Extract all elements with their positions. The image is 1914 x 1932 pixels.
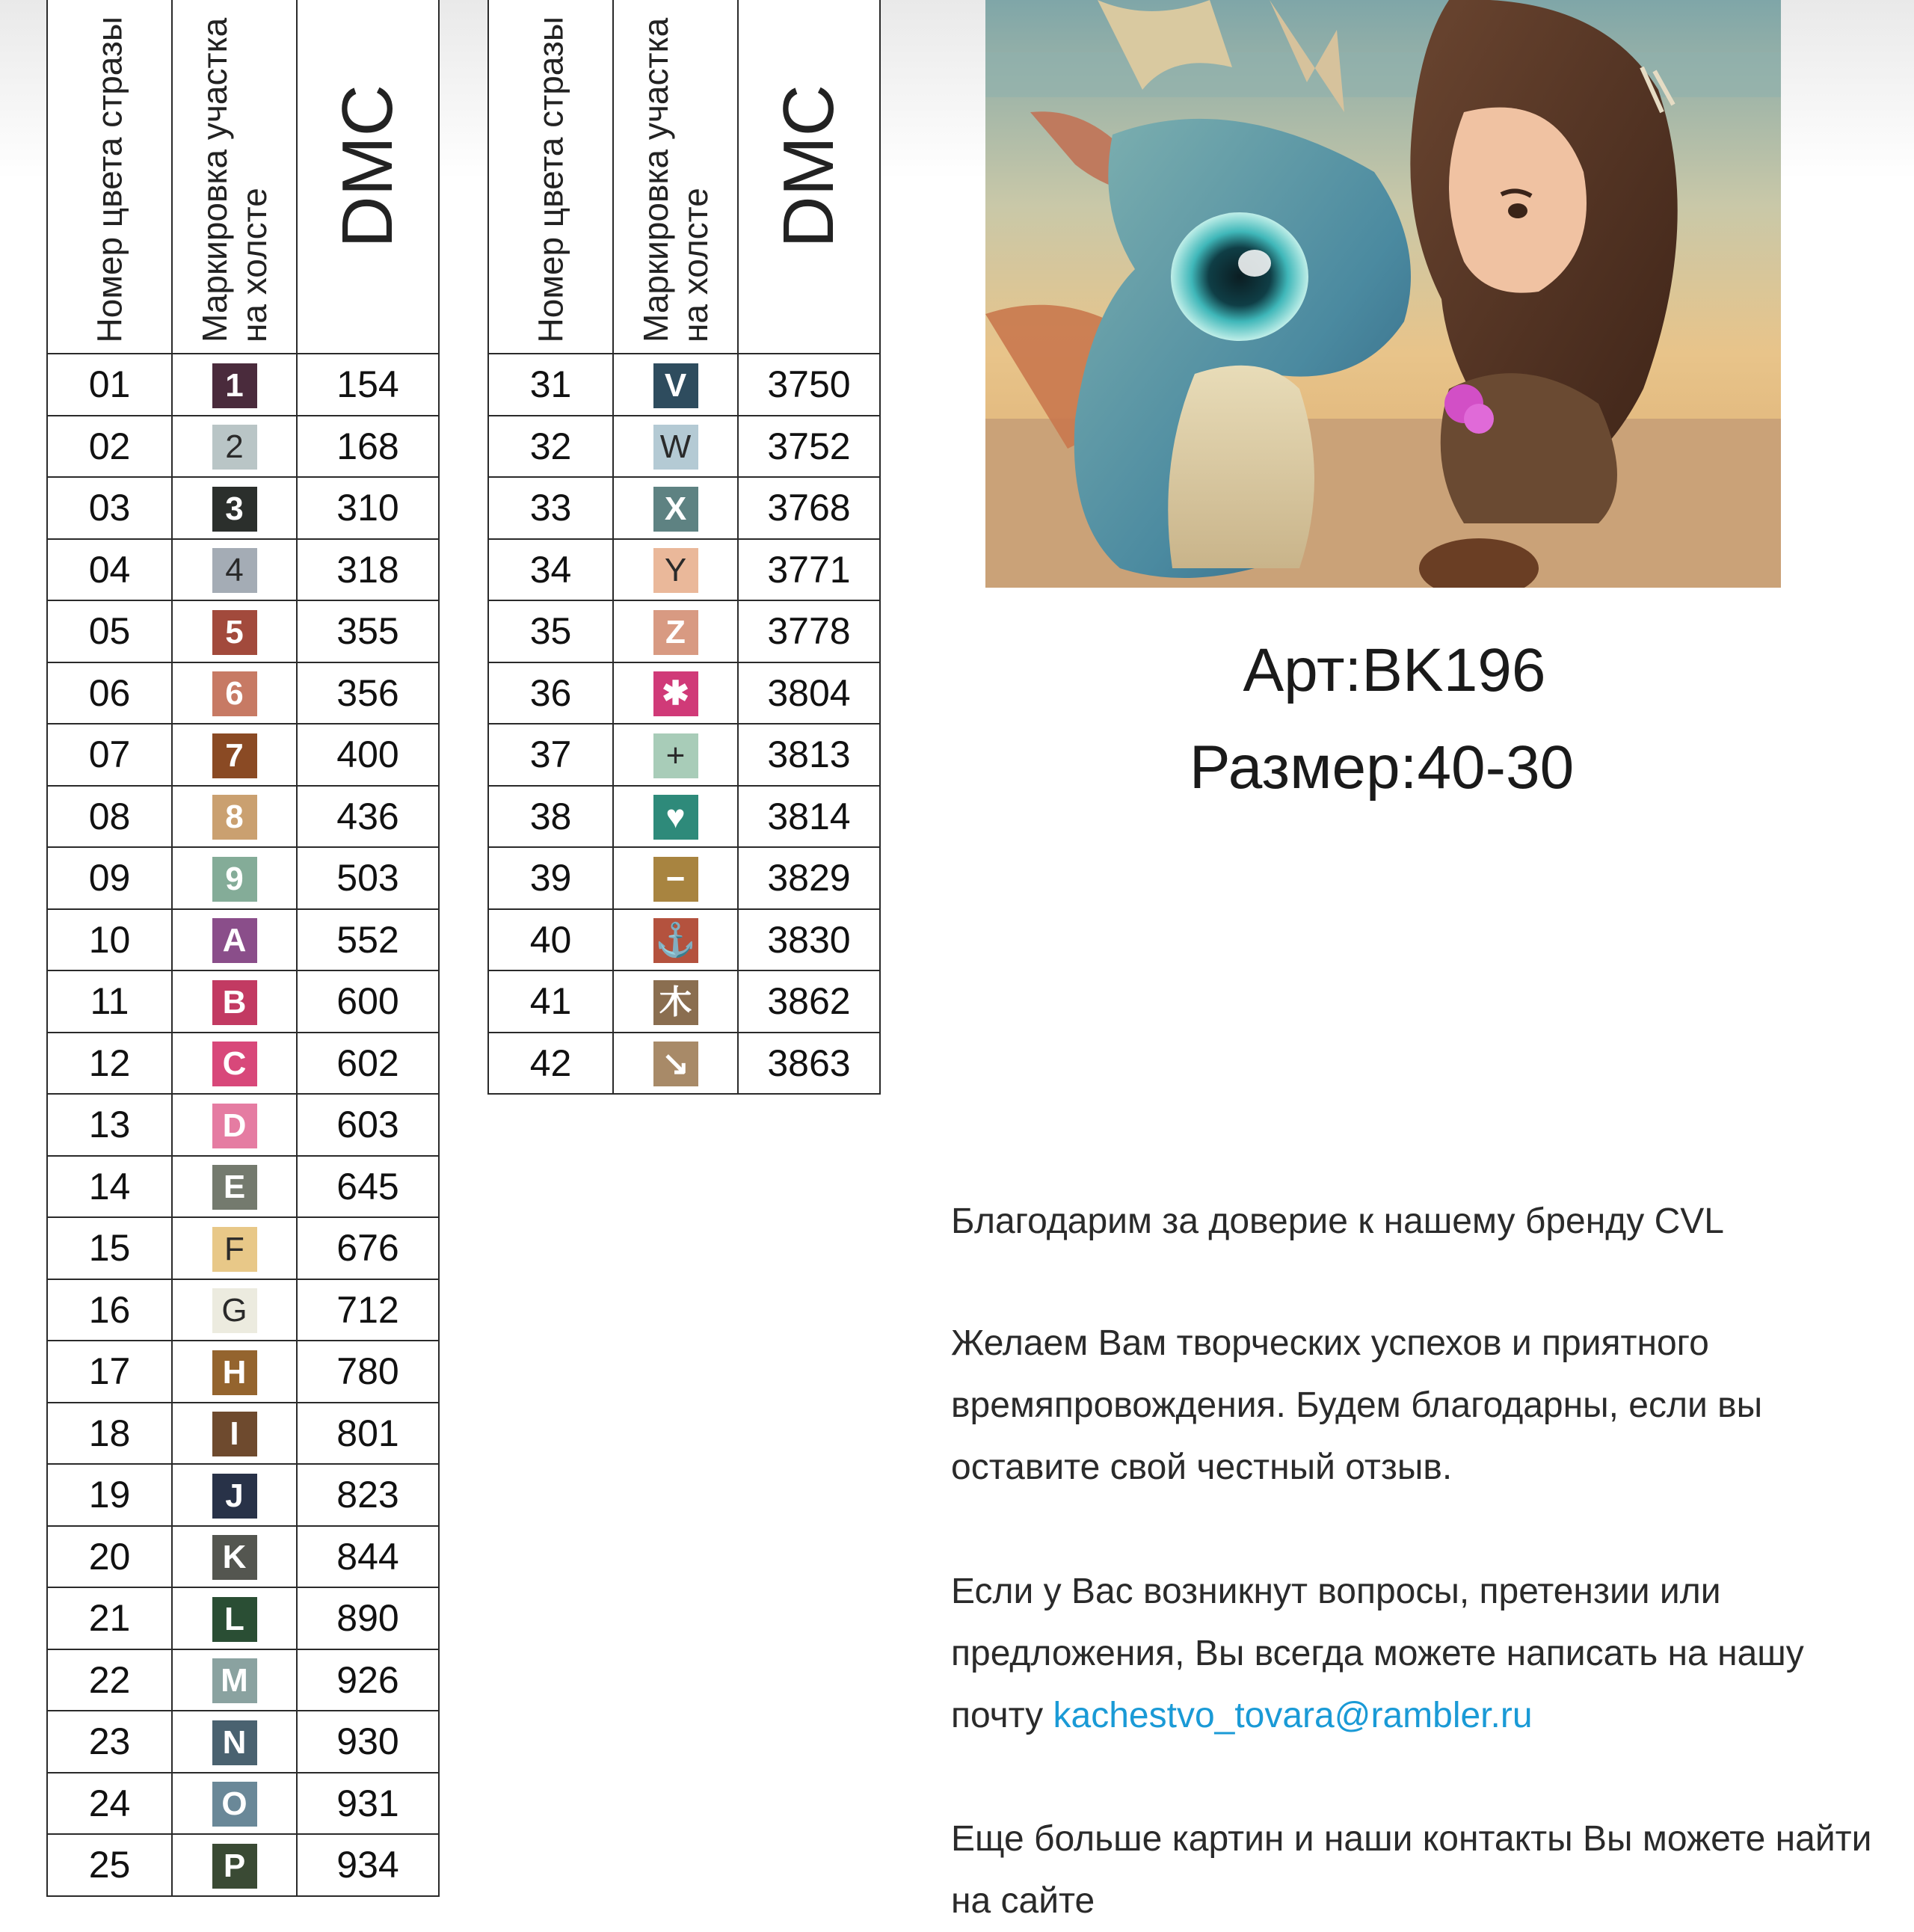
color-swatch: 7: [212, 733, 257, 778]
header-dmc: DMC: [738, 0, 880, 354]
table-row: [488, 909, 880, 971]
header-color-number: Номер цвета стразы: [47, 0, 172, 354]
color-swatch: −: [653, 857, 698, 902]
table-row: [47, 1711, 439, 1773]
color-number-cell: 12: [47, 1033, 172, 1095]
marking-cell: [613, 539, 738, 601]
color-number-cell: 40: [488, 909, 613, 971]
marking-cell: [613, 970, 738, 1033]
marking-cell: [613, 354, 738, 416]
dmc-cell: 154: [297, 354, 439, 416]
dmc-cell: 890: [297, 1587, 439, 1649]
table-row: [47, 847, 439, 909]
color-swatch: 2: [212, 425, 257, 470]
color-number-cell: 16: [47, 1279, 172, 1341]
header-color-number: Номер цвета стразы: [488, 0, 613, 354]
color-number-cell: 23: [47, 1711, 172, 1773]
table-row: [47, 1464, 439, 1526]
dmc-cell: 676: [297, 1217, 439, 1279]
color-number-cell: 21: [47, 1587, 172, 1649]
color-number-cell: 17: [47, 1341, 172, 1403]
dmc-cell: 3752: [738, 416, 880, 478]
marking-cell: [172, 1403, 297, 1465]
table-row: [47, 1156, 439, 1218]
color-swatch: 4: [212, 548, 257, 593]
color-number-cell: 04: [47, 539, 172, 601]
dmc-cell: 3830: [738, 909, 880, 971]
color-number-cell: 09: [47, 847, 172, 909]
color-number-cell: 34: [488, 539, 613, 601]
header-marking: Маркировка участка на холсте: [172, 0, 297, 354]
color-number-cell: 33: [488, 477, 613, 539]
marking-cell: [172, 1526, 297, 1588]
dmc-cell: 3768: [738, 477, 880, 539]
color-number-cell: 05: [47, 600, 172, 662]
marking-cell: [172, 1217, 297, 1279]
table-row: [47, 1094, 439, 1156]
color-number-cell: 14: [47, 1156, 172, 1218]
dmc-cell: 603: [297, 1094, 439, 1156]
dmc-cell: 926: [297, 1649, 439, 1711]
table-row: [488, 970, 880, 1033]
color-swatch: G: [212, 1288, 257, 1333]
marking-cell: [613, 600, 738, 662]
dmc-cell: 318: [297, 539, 439, 601]
table-row: [47, 1403, 439, 1465]
marking-cell: [172, 539, 297, 601]
dmc-cell: 934: [297, 1834, 439, 1896]
color-swatch: 3: [212, 487, 257, 532]
color-swatch: C: [212, 1042, 257, 1086]
table-row: [47, 1834, 439, 1896]
marking-cell: [172, 1464, 297, 1526]
table-row: [47, 600, 439, 662]
dmc-cell: 356: [297, 662, 439, 724]
marking-cell: [172, 600, 297, 662]
table-row: [47, 662, 439, 724]
color-swatch: E: [212, 1165, 257, 1210]
color-swatch: 6: [212, 671, 257, 716]
color-legend-table-right: [487, 0, 881, 1095]
color-swatch: ✱: [653, 671, 698, 716]
table-row: [47, 909, 439, 971]
color-number-cell: 02: [47, 416, 172, 478]
color-swatch: Z: [653, 610, 698, 655]
dmc-cell: 3813: [738, 724, 880, 786]
table-row: [47, 1773, 439, 1835]
dmc-cell: 3814: [738, 786, 880, 848]
color-number-cell: 08: [47, 786, 172, 848]
color-swatch: +: [653, 733, 698, 778]
marking-cell: [172, 1279, 297, 1341]
dmc-cell: 355: [297, 600, 439, 662]
table-row: [47, 1649, 439, 1711]
dmc-cell: 801: [297, 1403, 439, 1465]
color-number-cell: 11: [47, 970, 172, 1033]
marking-cell: [172, 1587, 297, 1649]
color-number-cell: 18: [47, 1403, 172, 1465]
marking-cell: [613, 416, 738, 478]
dmc-cell: 3863: [738, 1033, 880, 1095]
color-swatch: 8: [212, 795, 257, 840]
header-marking: Маркировка участка на холсте: [613, 0, 738, 354]
color-swatch: L: [212, 1597, 257, 1642]
dmc-cell: 552: [297, 909, 439, 971]
color-swatch: ↘: [653, 1042, 698, 1086]
thanks-message: Благодарим за доверие к нашему бренду CVL: [951, 1202, 1724, 1241]
table-row: [47, 1341, 439, 1403]
color-swatch: I: [212, 1412, 257, 1456]
dmc-cell: 3771: [738, 539, 880, 601]
color-number-cell: 24: [47, 1773, 172, 1835]
color-swatch: P: [212, 1844, 257, 1889]
dmc-cell: 400: [297, 724, 439, 786]
color-swatch: M: [212, 1658, 257, 1703]
table-row: [488, 1033, 880, 1095]
table-row: [47, 416, 439, 478]
color-number-cell: 13: [47, 1094, 172, 1156]
table-header-row: [47, 0, 439, 354]
marking-cell: [172, 1094, 297, 1156]
dmc-cell: 436: [297, 786, 439, 848]
table-row: [488, 662, 880, 724]
marking-cell: [172, 354, 297, 416]
table-row: [488, 539, 880, 601]
dmc-cell: 931: [297, 1773, 439, 1835]
marking-cell: [172, 1033, 297, 1095]
size-label: Размер:40-30: [1189, 733, 1575, 802]
questions-message: Если у Вас возникнут вопросы, претензии или предложения, Вы всегда можете написать на нашу почту kachestvo_tovara@rambler.ru: [951, 1572, 1804, 1735]
marking-cell: [172, 1773, 297, 1835]
marking-cell: [172, 786, 297, 848]
color-swatch: N: [212, 1720, 257, 1765]
marking-cell: [172, 1156, 297, 1218]
color-number-cell: 20: [47, 1526, 172, 1588]
table-row: [47, 1279, 439, 1341]
dmc-cell: 3804: [738, 662, 880, 724]
dmc-cell: 3778: [738, 600, 880, 662]
marking-cell: [172, 847, 297, 909]
color-number-cell: 22: [47, 1649, 172, 1711]
color-number-cell: 25: [47, 1834, 172, 1896]
color-number-cell: 15: [47, 1217, 172, 1279]
marking-cell: [172, 970, 297, 1033]
dmc-cell: 602: [297, 1033, 439, 1095]
email-link[interactable]: kachestvo_tovara@rambler.ru: [1053, 1696, 1533, 1735]
more-message: Еще больше картин и наши контакты Вы можете найти на сайте: [951, 1819, 1872, 1921]
dmc-cell: 3862: [738, 970, 880, 1033]
marking-cell: [172, 477, 297, 539]
table-row: [47, 1526, 439, 1588]
color-swatch: K: [212, 1535, 257, 1580]
color-number-cell: 36: [488, 662, 613, 724]
color-swatch: 9: [212, 857, 257, 902]
color-swatch: V: [653, 363, 698, 408]
marking-cell: [172, 1649, 297, 1711]
table-row: [47, 1217, 439, 1279]
color-legend-table-left: [46, 0, 440, 1897]
dmc-cell: 780: [297, 1341, 439, 1403]
dmc-cell: 310: [297, 477, 439, 539]
table-row: [488, 724, 880, 786]
dmc-cell: 930: [297, 1711, 439, 1773]
color-number-cell: 06: [47, 662, 172, 724]
color-number-cell: 41: [488, 970, 613, 1033]
marking-cell: [613, 847, 738, 909]
color-swatch: W: [653, 425, 698, 470]
marking-cell: [613, 909, 738, 971]
color-swatch: 5: [212, 610, 257, 655]
color-swatch: O: [212, 1782, 257, 1827]
color-number-cell: 07: [47, 724, 172, 786]
table-row: [488, 786, 880, 848]
table-row: [47, 786, 439, 848]
dmc-cell: 844: [297, 1526, 439, 1588]
color-number-cell: 31: [488, 354, 613, 416]
marking-cell: [613, 786, 738, 848]
marking-cell: [172, 909, 297, 971]
marking-cell: [172, 1711, 297, 1773]
dmc-cell: 503: [297, 847, 439, 909]
table-row: [488, 600, 880, 662]
color-swatch: ⚓: [653, 918, 698, 963]
marking-cell: [613, 724, 738, 786]
color-swatch: ♥: [653, 795, 698, 840]
color-number-cell: 42: [488, 1033, 613, 1095]
dmc-cell: 712: [297, 1279, 439, 1341]
color-swatch: 1: [212, 363, 257, 408]
color-swatch: D: [212, 1104, 257, 1148]
wish-message: Желаем Вам творческих успехов и приятного времяпровождения. Будем благодарны, если вы оставите свой честный отзыв.: [951, 1323, 1763, 1487]
color-number-cell: 39: [488, 847, 613, 909]
color-swatch: A: [212, 918, 257, 963]
marking-cell: [613, 1033, 738, 1095]
color-number-cell: 37: [488, 724, 613, 786]
color-swatch: H: [212, 1350, 257, 1395]
dmc-cell: 600: [297, 970, 439, 1033]
color-number-cell: 19: [47, 1464, 172, 1526]
color-swatch: F: [212, 1227, 257, 1272]
color-swatch: ⽊: [653, 980, 698, 1025]
header-dmc: DMC: [297, 0, 439, 354]
marking-cell: [172, 416, 297, 478]
table-row: [488, 354, 880, 416]
color-swatch: J: [212, 1474, 257, 1519]
color-number-cell: 10: [47, 909, 172, 971]
table-row: [488, 416, 880, 478]
article-number: Арт:BK196: [1243, 636, 1546, 704]
table-row: [488, 847, 880, 909]
dragon-girl-painting: [985, 0, 1781, 588]
color-swatch: B: [212, 980, 257, 1025]
table-header-row: [488, 0, 880, 354]
table-row: [47, 724, 439, 786]
marking-cell: [172, 662, 297, 724]
table-row: [47, 1587, 439, 1649]
marking-cell: [172, 1341, 297, 1403]
dmc-cell: 823: [297, 1464, 439, 1526]
marking-cell: [613, 662, 738, 724]
dmc-cell: 3829: [738, 847, 880, 909]
table-row: [47, 539, 439, 601]
table-row: [47, 354, 439, 416]
color-number-cell: 32: [488, 416, 613, 478]
table-row: [47, 970, 439, 1033]
marking-cell: [613, 477, 738, 539]
dmc-cell: 3750: [738, 354, 880, 416]
marking-cell: [172, 724, 297, 786]
color-number-cell: 01: [47, 354, 172, 416]
dmc-cell: 645: [297, 1156, 439, 1218]
table-row: [488, 477, 880, 539]
color-swatch: Y: [653, 548, 698, 593]
marking-cell: [172, 1834, 297, 1896]
table-row: [47, 477, 439, 539]
table-row: [47, 1033, 439, 1095]
color-number-cell: 38: [488, 786, 613, 848]
dmc-cell: 168: [297, 416, 439, 478]
color-swatch: X: [653, 487, 698, 532]
color-number-cell: 35: [488, 600, 613, 662]
color-number-cell: 03: [47, 477, 172, 539]
